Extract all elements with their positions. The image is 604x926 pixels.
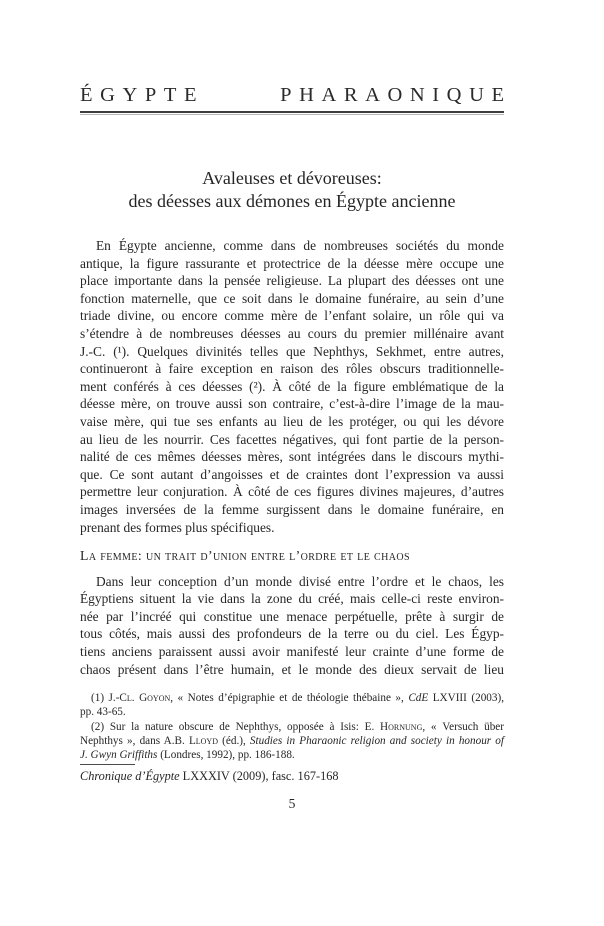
text-line: vaise mère, qui tue ses enfants au lieu de les protéger, ou qui les dévore bbox=[80, 413, 504, 429]
text-line: Dans leur conception d’un monde divisé entre l’ordre et le chaos, les bbox=[96, 573, 504, 589]
text-line: antique, la figure rassurante et protectrice de la déesse mère occupe une bbox=[80, 255, 504, 271]
text-line: J.-C. (¹). Quelques divinités telles que Nephthys, Sekhmet, entre autres, bbox=[80, 343, 504, 359]
text-segment: Cl. Goyon bbox=[119, 692, 171, 705]
text-line bbox=[80, 748, 504, 762]
text-line bbox=[80, 705, 504, 719]
section-heading: La femme: un trait d’union entre l’ordre et le chaos bbox=[80, 548, 410, 564]
text-line: place importante dans la pensée religieuse. La plupart des déesses ont une bbox=[80, 273, 504, 289]
body-paragraph-2 bbox=[80, 573, 504, 679]
text-line bbox=[80, 720, 504, 734]
running-header-word-left: ÉGYPTE bbox=[80, 84, 205, 106]
text-segment: CdE bbox=[408, 692, 429, 705]
footnote-2 bbox=[80, 720, 504, 763]
text-segment: (2) Sur la nature obscure de Nephthys, opposée à Isis: E. bbox=[91, 720, 381, 733]
text-line: tiens anciens paraissent aussi avoir manifesté leur crainte d’une forme de bbox=[80, 644, 504, 660]
text-line: ment conférés à ces déesses (²). À côté de la figure emblématique de la bbox=[80, 378, 504, 394]
text-line: déesse mère, on trouve aussi son contraire, c’est-à-dire l’image de la mau- bbox=[80, 396, 504, 412]
text-line: continueront à faire exception en raison des rôles obscurs traditionnelle- bbox=[80, 361, 504, 377]
header-rule-dark bbox=[80, 111, 504, 113]
text-line: que. Ce sont autant d’angoisses et de craintes dont l’expression va aussi bbox=[80, 466, 504, 482]
text-segment: (1) J.- bbox=[91, 692, 120, 705]
text-segment: pp. 43-65. bbox=[80, 706, 126, 719]
text-line: née par l’incréé qui constitue une menace perpétuelle, prête à surgir de bbox=[80, 608, 504, 624]
article-title-line-2: des déesses aux démones en Égypte ancienne bbox=[128, 191, 456, 211]
article-title bbox=[80, 167, 504, 213]
text-line: permettre leur conjuration. À côté de ces figures divines majeures, d’autres bbox=[80, 484, 504, 500]
journal-citation bbox=[80, 768, 504, 784]
text-segment: J. Gwyn Griffiths bbox=[80, 749, 158, 762]
footnote-1 bbox=[80, 691, 504, 719]
running-header bbox=[80, 84, 512, 115]
text-segment: (éd.), bbox=[218, 734, 250, 747]
text-line: au lieu de les nourrir. Ces facettes négatives, qui font partie de la person- bbox=[80, 431, 504, 447]
article-title-line-1: Avaleuses et dévoreuses: bbox=[202, 168, 382, 188]
running-header-word-right: PHARAONIQUE bbox=[280, 84, 512, 106]
text-line: images inversées de la femme surgissent dans le domaine funéraire, en bbox=[80, 501, 504, 517]
header-rule-light bbox=[80, 114, 504, 115]
text-line: chaos présent dans l’être humain, et le monde des dieux servait de lieu bbox=[80, 661, 504, 677]
text-line bbox=[80, 734, 504, 748]
text-segment: Chronique d’Égypte bbox=[80, 769, 180, 784]
text-segment: , « Versuch über bbox=[422, 720, 504, 733]
body-paragraph-1 bbox=[80, 237, 504, 536]
text-segment: , « Notes d’épigraphie et de théologie thébaine », bbox=[170, 692, 409, 705]
text-column bbox=[80, 0, 512, 812]
text-line: fonction maternelle, que ce soit dans le domaine funéraire, au sein d’une bbox=[80, 290, 504, 306]
text-line: Égyptiens situent la vie dans la zone du créé, mais celle-ci reste environ- bbox=[80, 591, 504, 607]
text-segment: Studies in Pharaonic religion and society in honour of bbox=[249, 734, 505, 747]
text-segment: (Londres, 1992), pp. 186-188. bbox=[157, 749, 295, 762]
text-line: s’étendre à de nombreuses déesses au cours du premier millénaire avant bbox=[80, 325, 504, 341]
text-segment: Hornung bbox=[380, 720, 423, 733]
text-line bbox=[80, 691, 504, 705]
text-segment: Lloyd bbox=[188, 734, 218, 747]
text-line: prenant des formes plus spécifiques. bbox=[80, 519, 275, 535]
text-line: triade divine, ou encore comme mère de l’enfant solaire, un rôle qui va bbox=[80, 308, 504, 324]
text-segment: LXVIII (2003), bbox=[428, 692, 505, 705]
text-line bbox=[80, 768, 504, 784]
page-number: 5 bbox=[288, 796, 296, 812]
footer-rule bbox=[80, 764, 135, 765]
text-segment: LXXXIV (2009), fasc. 167-168 bbox=[179, 769, 339, 784]
running-header-row bbox=[80, 84, 512, 106]
text-line: En Égypte ancienne, comme dans de nombreuses sociétés du monde bbox=[96, 238, 504, 253]
text-line: nalité de ces mêmes déesses mères, sont intégrées dans le discours mythi- bbox=[80, 449, 504, 465]
footnotes bbox=[80, 691, 504, 762]
text-line: tous côtés, mais aussi des profondeurs de la terre ou du ciel. Les Égyp- bbox=[80, 626, 504, 642]
text-segment: Nephthys », dans A.B. bbox=[80, 734, 189, 747]
